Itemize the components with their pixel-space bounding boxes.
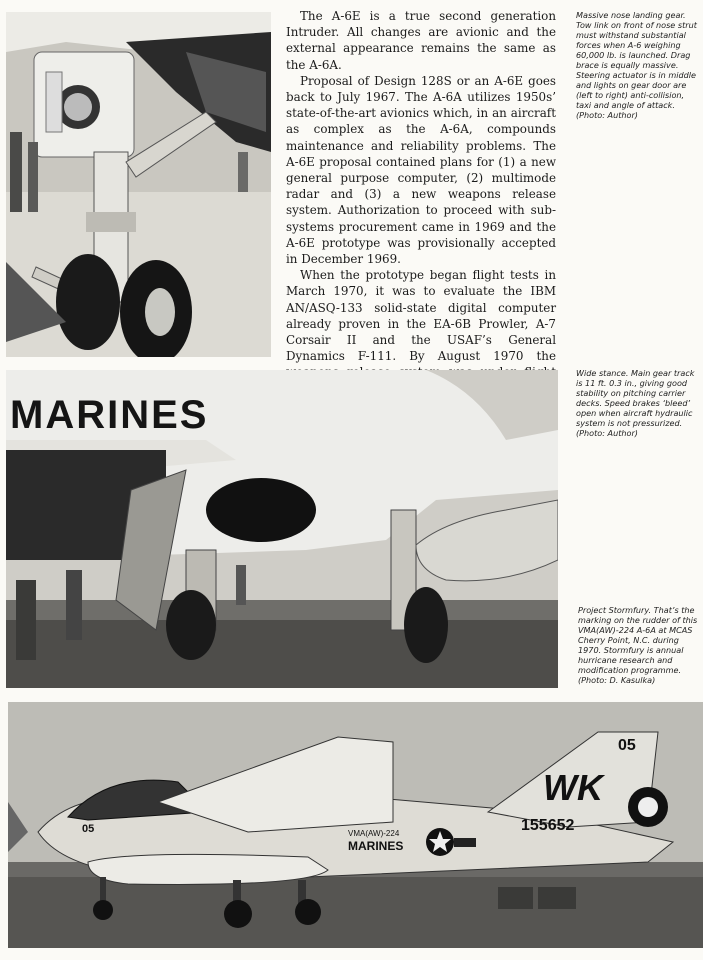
tail-modex: 05 (618, 737, 636, 754)
nose-gear-caption: Massive nose landing gear. Tow link on front of nose strut must withstand substantial forces when A-6 weighing 60,000 lb. is launched. Drag brace is equally massive. Steering actuator is in middle and lights on gear door are (left to right) anti-collision, taxi and angle of attack. (Photo: Author) (576, 10, 697, 120)
tail-code: WK (543, 767, 603, 808)
article-paragraph: Proposal of Design 128S or an A-6E goes back to July 1967. The A-6A utilizes 1950s’ state-of-the-art avionics which, in an aircraft as complex as the A-6A, compounds maintenance and reliability problems. The A-6E proposal contained plans for (1) a new general purpose computer, (2) multimode radar and (3) a new weapons release system. Authorization to proceed with sub-systems procurement came in 1969 and the A-6E prototype was provisionally accepted in December 1969. (286, 73, 556, 267)
squadron-marking: VMA(AW)-224 (348, 829, 400, 838)
nose-number: 05 (82, 823, 95, 835)
stormfury-caption: Project Stormfury. That’s the marking on the rudder of this VMA(AW)-224 A-6A at MCAS Cherry Point, N.C. during 1970. Stormfury is annual hurricane research and modification programme. (Photo: D. Kasulka) (578, 605, 698, 685)
main-gear-photo (6, 370, 558, 688)
article-paragraph: When the prototype began flight tests in March 1970, it was to evaluate the IBM AN/ASQ-133 solid-state digital computer already proven in the EA-6B Prowler, A-7 Corsair II and the USAF’s General Dynamics F-111. By August 1970 the (286, 268, 556, 364)
article-paragraph: The A-6E is a true second generation Intruder. All changes are avionic and the external appearance remains the same as the A-6A. (286, 9, 556, 72)
main-gear-caption: Wide stance. Main gear track is 11 ft. 0.3 in., giving good stability on pitching carrier decks. Speed brakes ‘bleed’ open when aircraft hydraulic system is not pressurized. (Photo: Author) (576, 368, 695, 438)
stormfury-aircraft-photo (8, 702, 703, 948)
marines-marking: MARINES (10, 393, 209, 437)
nose-gear-photo (6, 12, 271, 357)
tail-serial: 155652 (521, 817, 575, 834)
marines-marking-small: MARINES (348, 839, 404, 853)
